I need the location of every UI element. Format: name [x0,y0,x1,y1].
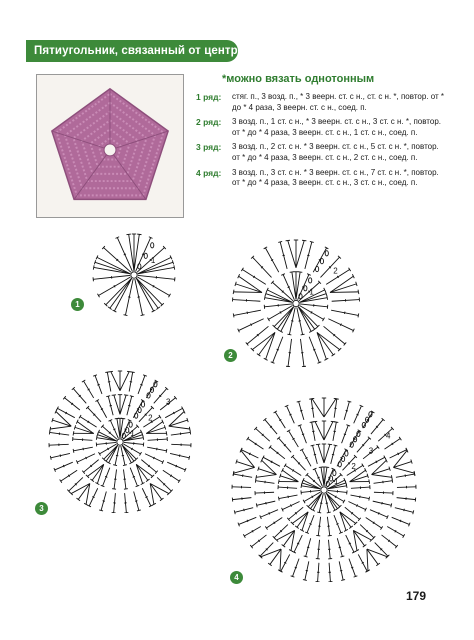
svg-text:1: 1 [334,477,339,487]
svg-text:1: 1 [130,428,135,438]
row-instruction [196,92,446,113]
row-instructions [196,92,446,193]
crochet-diagram-1 [84,226,184,316]
svg-text:2: 2 [351,461,356,471]
row-label: 1 ряд: [196,92,222,102]
svg-text:3: 3 [368,446,374,456]
diagram-number-badge: 2 [224,349,237,362]
row-instruction [196,142,446,163]
page-number: 179 [406,589,427,603]
row-text: 3 возд. п., 2 ст. с н. * 3 веерн. ст. с н., 5 ст. с н. *, повтор. от * до * 4 раза, 3 веерн. ст. с н., 2 ст. с н., соед. п. [232,142,439,162]
row-label: 3 ряд: [196,142,222,153]
svg-text:1: 1 [150,256,156,266]
svg-text:2: 2 [333,266,338,276]
row-instruction [196,168,446,189]
row-label: 4 ряд: [196,167,222,178]
page-title: Пятиугольник, связанный от центра [26,40,238,62]
svg-text:2: 2 [148,413,153,423]
crochet-diagram-4 [226,390,422,582]
row-text: 3 возд. п., 3 ст. с н. * 3 веерн. ст. с н., 7 ст. с н. *, повтор. от * до * 4 раза, 3 веерн. ст. с н., 3 ст. с н., соед. п. [232,167,439,188]
crocheted-pentagon-image [37,75,183,217]
subtitle-note: *можно вязать однотонным [222,73,375,85]
diagram-number-badge: 4 [230,571,243,584]
crochet-diagram-3 [40,363,200,513]
crochet-diagram-2 [221,232,371,367]
row-label: 2 ряд: [196,117,222,128]
svg-text:1: 1 [309,287,314,297]
svg-text:3: 3 [165,397,171,407]
row-text: 3 возд. п., 1 ст. с н., * 3 веерн. ст. с н., 3 ст. с н. *, повтор. от * до * 4 раза, 3 веерн. ст. с н., 1 ст. с н., соед. п. [232,117,441,137]
diagram-number-badge: 1 [71,298,84,311]
pentagon-photo [36,74,184,218]
row-instruction [196,117,446,138]
row-text: стяг. п., 3 возд. п., * 3 веерн. ст. с н., ст. с н. *, повтор. от * до * 4 раза, 3 веерн. ст. с н., соед. п. [232,92,445,112]
diagram-number-badge: 3 [35,502,48,515]
svg-text:4: 4 [385,431,391,441]
